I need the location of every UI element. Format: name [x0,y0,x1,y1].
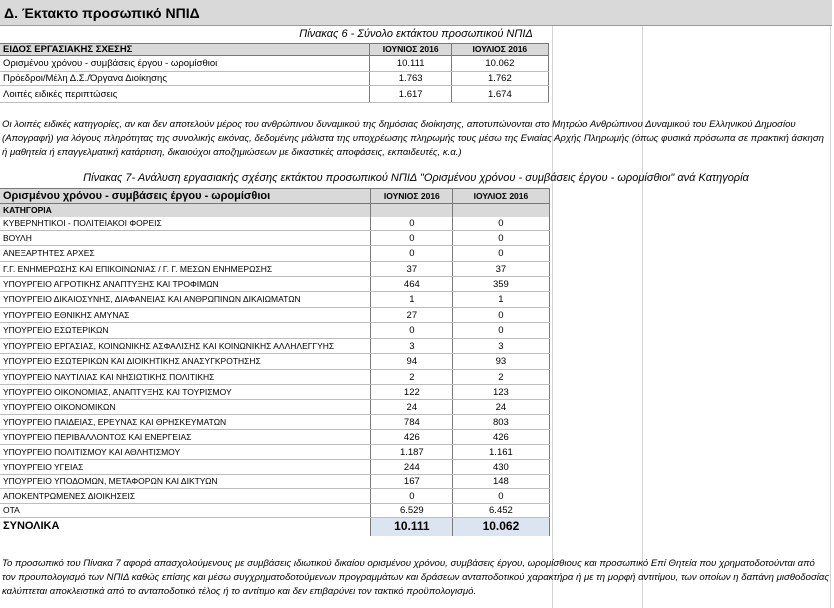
table-cell[interactable]: ΥΠΟΥΡΓΕΙΟ ΥΓΕΙΑΣ [0,460,371,475]
table-cell[interactable]: 0 [371,231,453,246]
table-row [0,246,834,262]
table-cell[interactable]: Πρόεδροι/Μέλη Δ.Σ./Όργανα Διοίκησης [0,72,370,86]
table-cell[interactable]: 1.674 [452,86,549,103]
table6 [0,43,834,103]
table6-caption: Πίνακας 6 - Σύνολο εκτάκτου προσωπικού ΝΠΙΔ [299,28,533,40]
table-cell[interactable]: 2 [453,370,549,385]
table-cell[interactable]: ΥΠΟΥΡΓΕΙΟ ΕΣΩΤΕΡΙΚΩΝ [0,323,371,339]
table-cell[interactable]: 1.187 [371,445,453,460]
table-cell[interactable]: ΚΥΒΕΡΝΗΤΙΚΟΙ - ΠΟΛΙΤΕΙΑΚΟΙ ΦΟΡΕΙΣ [0,217,371,231]
table-cell[interactable]: Ορισμένου χρόνου - συμβάσεις έργου - ωρομίσθιοι [0,56,370,72]
table-cell[interactable]: 94 [371,354,453,370]
table-cell[interactable]: 1.617 [370,86,452,103]
table-row [0,460,834,475]
table-row [0,370,834,385]
table-row [0,400,834,415]
table-cell[interactable]: ΥΠΟΥΡΓΕΙΟ ΠΕΡΙΒΑΛΛΟΝΤΟΣ ΚΑΙ ΕΝΕΡΓΕΙΑΣ [0,430,371,445]
table-cell[interactable]: ΥΠΟΥΡΓΕΙΟ ΟΙΚΟΝΟΜΙΚΩΝ [0,400,371,415]
table-row [0,339,834,354]
table-cell[interactable]: ΥΠΟΥΡΓΕΙΟ ΑΓΡΟΤΙΚΗΣ ΑΝΑΠΤΥΞΗΣ ΚΑΙ ΤΡΟΦΙΜΩΝ [0,277,371,292]
table7 [0,188,834,536]
table-row [0,323,834,339]
table-cell[interactable]: 0 [453,323,549,339]
table-cell[interactable]: 1.161 [453,445,549,460]
table-row [0,475,834,489]
note-paragraph: Οι λοιπές ειδικές κατηγορίες, αν και δεν αποτελούν μέρος του ανθρώπινου δυναμικού της δημόσιας διοίκησης, αποτυπώνονται στο Μητρώο Ανθρώπινου Δυναμικού του Ελληνικού Δημοσίου (Απογραφή) για λόγους πληρότητας της συνολικής εικόνας, δεδομένης μάλιστα της υποχρέωσης πληρωμής τους μέσω της Ενιαίας Αρχής Πληρωμής (όπως φυσικά πρόσωπα σε πρακτική άσκηση ή μαθητεία ή επαγγελματική κατάρτιση, δικαιούχοι αποζημιώσεων με δικαστικές αποφάσεις, εκπαιδευτές, κ.α.) [2,119,824,158]
table-cell[interactable]: ΑΠΟΚΕΝΤΡΩΜΕΝΕΣ ΔΙΟΙΚΗΣΕΙΣ [0,489,371,504]
table-cell[interactable]: 1 [453,292,549,308]
table-cell[interactable]: ΥΠΟΥΡΓΕΙΟ ΠΑΙΔΕΙΑΣ, ΕΡΕΥΝΑΣ ΚΑΙ ΘΡΗΣΚΕΥΜΑΤΩΝ [0,415,371,430]
table-cell[interactable]: 2 [371,370,453,385]
table-cell[interactable]: 426 [453,430,549,445]
table-cell[interactable]: 3 [371,339,453,354]
header-cell[interactable]: ΙΟΥΛΙΟΣ 2016 [452,44,549,56]
table-cell[interactable]: 0 [371,217,453,231]
table-cell[interactable]: ΒΟΥΛΗ [0,231,371,246]
table-row [0,72,834,86]
table-row [0,292,834,308]
table-row [0,217,834,231]
table-cell[interactable]: 24 [453,400,549,415]
table-cell[interactable]: 148 [453,475,549,489]
table-cell[interactable]: 1.762 [452,72,549,86]
table-cell[interactable]: 426 [371,430,453,445]
table-cell[interactable]: 0 [371,489,453,504]
total-july[interactable]: 10.062 [453,518,549,536]
header-cell[interactable]: ΙΟΥΝΙΟΣ 2016 [370,44,452,56]
table-cell[interactable]: 3 [453,339,549,354]
table-cell[interactable]: ΥΠΟΥΡΓΕΙΟ ΕΘΝΙΚΗΣ ΑΜΥΝΑΣ [0,308,371,323]
header-cell[interactable]: ΕΙΔΟΣ ΕΡΓΑΣΙΑΚΗΣ ΣΧΕΣΗΣ [0,44,370,56]
header-cell[interactable]: Ορισμένου χρόνου - συμβάσεις έργου - ωρομίσθιοι [0,189,371,204]
table-row [0,415,834,430]
table-cell[interactable]: 0 [453,246,549,262]
table-row [0,86,834,103]
table-cell[interactable]: 0 [453,308,549,323]
table-cell[interactable]: 0 [453,231,549,246]
table-cell[interactable]: ΑΝΕΞΑΡΤΗΤΕΣ ΑΡΧΕΣ [0,246,371,262]
table-cell[interactable]: ΟΤΑ [0,504,371,518]
table-cell[interactable]: ΥΠΟΥΡΓΕΙΟ ΕΡΓΑΣΙΑΣ, ΚΟΙΝΩΝΙΚΗΣ ΑΣΦΑΛΙΣΗΣ ΚΑΙ ΚΟΙΝΩΝΙΚΗΣ ΑΛΛΗΛΕΓΓΥΗΣ [0,339,371,354]
table-row [0,231,834,246]
header-cell[interactable]: ΙΟΥΛΙΟΣ 2016 [453,189,549,204]
table-cell[interactable]: 359 [453,277,549,292]
table-cell[interactable]: 93 [453,354,549,370]
table-cell[interactable]: 27 [371,308,453,323]
table-cell[interactable]: 24 [371,400,453,415]
subheader-cell[interactable]: ΚΑΤΗΓΟΡΙΑ [0,204,371,217]
table-cell[interactable]: 10.111 [370,56,452,72]
table-cell[interactable]: 123 [453,385,549,400]
table-cell[interactable]: 803 [453,415,549,430]
table-cell[interactable]: ΥΠΟΥΡΓΕΙΟ ΟΙΚΟΝΟΜΙΑΣ, ΑΝΑΠΤΥΞΗΣ ΚΑΙ ΤΟΥΡΙΣΜΟΥ [0,385,371,400]
table-cell[interactable]: 0 [371,323,453,339]
table-cell[interactable]: ΥΠΟΥΡΓΕΙΟ ΠΟΛΙΤΙΣΜΟΥ ΚΑΙ ΑΘΛΗΤΙΣΜΟΥ [0,445,371,460]
table-row [0,445,834,460]
table-cell[interactable]: ΥΠΟΥΡΓΕΙΟ ΔΙΚΑΙΟΣΥΝΗΣ, ΔΙΑΦΑΝΕΙΑΣ ΚΑΙ ΑΝΘΡΩΠΙΝΩΝ ΔΙΚΑΙΩΜΑΤΩΝ [0,292,371,308]
table-cell[interactable]: 167 [371,475,453,489]
table-cell[interactable]: 0 [453,489,549,504]
table7-header-row [0,189,834,204]
table-cell[interactable]: ΥΠΟΥΡΓΕΙΟ ΕΣΩΤΕΡΙΚΩΝ ΚΑΙ ΔΙΟΙΚΗΤΙΚΗΣ ΑΝΑΣΥΓΚΡΟΤΗΣΗΣ [0,354,371,370]
table-row [0,354,834,370]
table-cell[interactable]: 430 [453,460,549,475]
section-title: Δ. Έκτακτο προσωπικό ΝΠΙΔ [0,0,832,26]
table-cell[interactable]: 37 [371,262,453,277]
table-row [0,277,834,292]
table-cell[interactable]: Γ.Γ. ΕΝΗΜΕΡΩΣΗΣ ΚΑΙ ΕΠΙΚΟΙΝΩΝΙΑΣ / Γ. Γ. ΜΕΣΩΝ ΕΝΗΜΕΡΩΣΗΣ [0,262,371,277]
table-cell[interactable]: 0 [371,246,453,262]
total-row [0,518,834,536]
table7-body [0,217,834,518]
table7-caption: Πίνακας 7- Ανάλυση εργασιακής σχέσης εκτάκτου προσωπικού ΝΠΙΔ "Ορισμένου χρόνου - συμβάσεις έργου - ωρομίσθιοι" ανά Κατηγορία [83,172,749,184]
table-cell[interactable]: 6.529 [371,504,453,518]
table-row [0,56,834,72]
table-cell[interactable]: 0 [453,217,549,231]
table-row [0,489,834,504]
table6-header-row [0,44,834,56]
table-cell[interactable]: Λοιπές ειδικές περιπτώσεις [0,86,370,103]
table-cell[interactable]: 784 [371,415,453,430]
table-cell[interactable]: 464 [371,277,453,292]
table-cell[interactable]: 10.062 [452,56,549,72]
table-row [0,262,834,277]
table-cell[interactable]: ΥΠΟΥΡΓΕΙΟ ΥΠΟΔΟΜΩΝ, ΜΕΤΑΦΟΡΩΝ ΚΑΙ ΔΙΚΤΥΩΝ [0,475,371,489]
footnote-paragraph: Το προσωπικό του Πίνακα 7 αφορά απασχολούμενους με συμβάσεις ιδιωτικού δικαίου ορισμένου χρόνου, συμβάσεις έργου, ωρομίσθιους και προσωπικό Επί Θητεία που χρηματοδοτούνται από τον προυπολογισμό των ΝΠΙΔ καθώς επίσης και μέσω συγχρηματοδοτούμενων προγραμμάτων και δράσεων ανταποδοτικού χαρακτήρα ή με τη μορφή αντιτίμου, των οποίων η δαπάνη μισθοδοσίας καλύπτεται αποκλειστικά από το ανταποδοτικό τέλος ή το αντίτιμο και δεν επιβαρύνει τον τακτικό προϋπολογισμό. [2,558,830,597]
total-label[interactable]: ΣΥΝΟΛΙΚΑ [0,518,371,536]
table-cell[interactable]: 244 [371,460,453,475]
table-cell[interactable]: ΥΠΟΥΡΓΕΙΟ ΝΑΥΤΙΛΙΑΣ ΚΑΙ ΝΗΣΙΩΤΙΚΗΣ ΠΟΛΙΤΙΚΗΣ [0,370,371,385]
table-row [0,430,834,445]
total-june[interactable]: 10.111 [371,518,453,536]
header-cell[interactable]: ΙΟΥΝΙΟΣ 2016 [371,189,453,204]
table-row [0,385,834,400]
table-cell[interactable]: 1.763 [370,72,452,86]
table-cell[interactable]: 122 [371,385,453,400]
table7-subheader-row [0,204,834,217]
table-row [0,308,834,323]
table-cell[interactable]: 6.452 [453,504,549,518]
table-cell[interactable]: 37 [453,262,549,277]
table-row [0,504,834,518]
table-cell[interactable]: 1 [371,292,453,308]
